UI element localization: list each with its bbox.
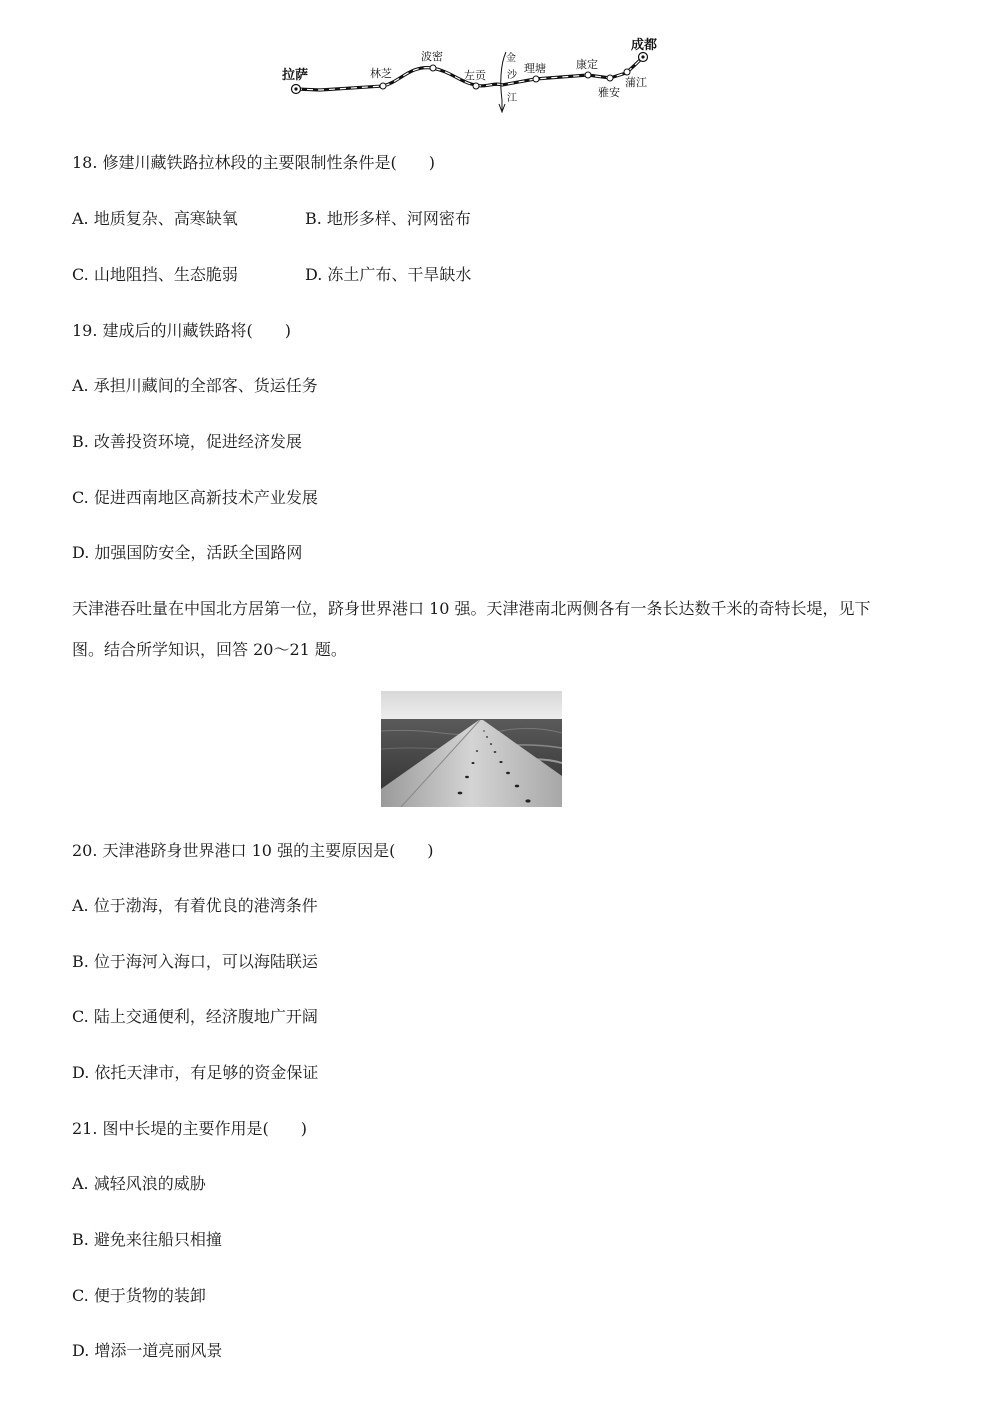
label-river-jin: 金	[506, 53, 516, 64]
q21-option-b: B. 避免来往船只相撞	[72, 1230, 222, 1249]
q21-option-c: C. 便于货物的装卸	[72, 1286, 206, 1305]
q21-option-d: D. 增添一道亮丽风景	[72, 1341, 223, 1360]
terminal-lhasa-icon	[292, 85, 301, 94]
q19-option-b: B. 改善投资环境，促进经济发展	[72, 432, 302, 451]
q18-stem: 18. 修建川藏铁路拉林段的主要限制性条件是( )	[72, 153, 436, 172]
station-kangding-icon	[585, 72, 591, 78]
q20-option-c: C. 陆上交通便利，经济腹地广开阔	[72, 1007, 318, 1026]
q18-option-c: C. 山地阻挡、生态脆弱	[72, 265, 238, 284]
q18-option-d: D. 冻土广布、干旱缺水	[305, 265, 472, 284]
station-linzhi-icon	[380, 83, 386, 89]
label-lhasa: 拉萨	[282, 68, 309, 83]
terminal-chengdu-icon	[639, 53, 648, 62]
station-litang-icon	[533, 76, 539, 82]
label-yaan: 雅安	[598, 86, 620, 99]
q19-option-a: A. 承担川藏间的全部客、货运任务	[72, 376, 318, 395]
tianjin-port-intro: 天津港吞吐量在中国北方居第一位，跻身世界港口 10 强。天津港南北两侧各有一条长达数千米的奇特长堤，见下图。结合所学知识，回答 20～21 题。	[72, 599, 871, 659]
label-linzhi: 林芝	[370, 67, 392, 80]
station-zuogong-icon	[473, 83, 479, 89]
label-chengdu: 成都	[631, 38, 658, 53]
q19-stem: 19. 建成后的川藏铁路将( )	[72, 321, 292, 340]
q20-option-d: D. 依托天津市，有足够的资金保证	[72, 1063, 319, 1082]
label-litang: 理塘	[524, 62, 546, 75]
q19-option-d: D. 加强国防安全，活跃全国路网	[72, 543, 303, 562]
breakwater-photo	[381, 691, 562, 807]
station-yaan-icon	[607, 75, 613, 81]
railway-route-map	[270, 30, 690, 115]
station-bomi-icon	[430, 65, 436, 71]
q18-option-a: A. 地质复杂、高寒缺氧	[72, 209, 238, 228]
label-river-jiang: 江	[507, 93, 517, 104]
station-pujiang-icon	[624, 69, 630, 75]
label-bomi: 波密	[421, 50, 443, 63]
q20-option-b: B. 位于海河入海口，可以海陆联运	[72, 952, 318, 971]
q21-stem: 21. 图中长堤的主要作用是( )	[72, 1119, 308, 1138]
q21-option-a: A. 减轻风浪的威胁	[72, 1174, 206, 1193]
q18-option-b: B. 地形多样、河网密布	[305, 209, 471, 228]
q20-option-a: A. 位于渤海，有着优良的港湾条件	[72, 896, 318, 915]
q20-stem: 20. 天津港跻身世界港口 10 强的主要原因是( )	[72, 841, 434, 860]
label-zuogong: 左贡	[464, 69, 486, 82]
label-pujiang: 蒲江	[625, 76, 647, 89]
q19-option-c: C. 促进西南地区高新技术产业发展	[72, 488, 318, 507]
label-river-sha: 沙	[507, 70, 517, 81]
label-kangding: 康定	[576, 58, 598, 71]
